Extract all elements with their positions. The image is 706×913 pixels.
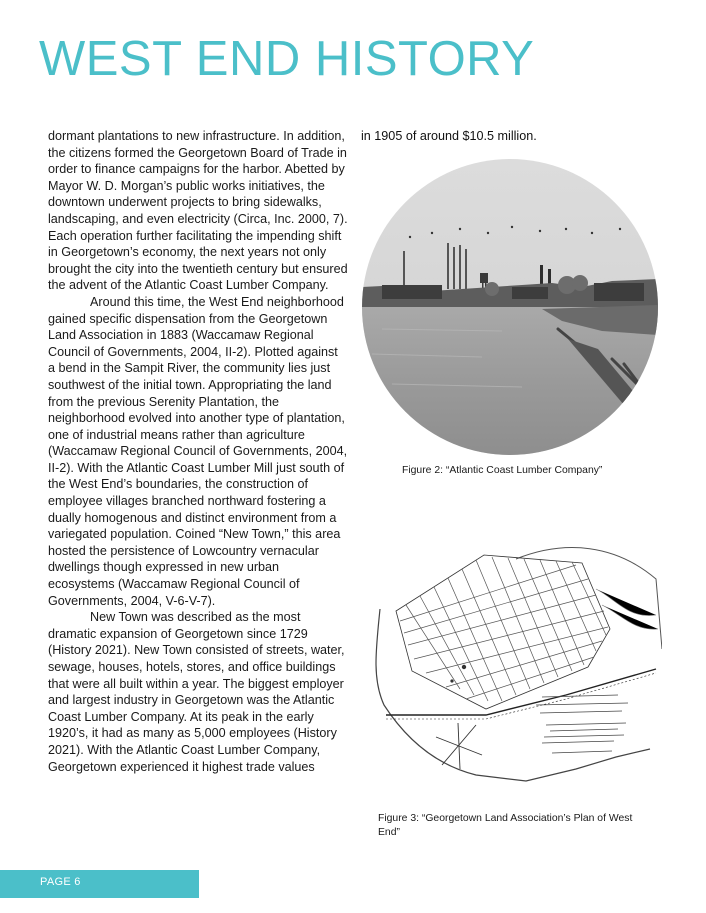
- west-end-plan-map: [366, 519, 662, 803]
- lumber-company-photo-graphic: [362, 159, 658, 455]
- paragraph-3: New Town was described as the most dramatic expansion of Georgetown since 1729 (History 2021). New Town consisted of streets, water, sewage, houses, hotels, stores, and office buildings that were all built within a year. The biggest employer and largest industry in Georgetown was the Atlantic Coast Lumber Company. At its peak in the early 1920’s, it had as many as 5,000 employees (History 2021). With the Atlantic Coast Lumber Company, Georgetown experienced it highest trade values: [48, 610, 345, 774]
- right-column-continuation: in 1905 of around $10.5 million.: [361, 129, 537, 143]
- paragraph-2: Around this time, the West End neighborhood gained specific dispensation from the Georgetown Land Association in 1883 (Waccamaw Regional Council of Governments, 2004, II-2). Plotted against a bend in the Sampit River, the community lies just southwest of the initial town. Appropriating the land from the previous Serenity Plantation, the neighborhood evolved into another type of plantation, one of industrial means rather than agriculture (Waccamaw Regional Council of Governments, 2004, II-2). With the Atlantic Coast Lumber Mill just south of the West End’s boundaries, the construction of employee villages branched northward fostering a dually homogenous and distinct environment from a variegated population. Coined “New Town,” this area hosted the persistence of Lowcountry vernacular dwellings though expressed in new urban ecosystems (Waccamaw Regional Council of Governments, 2004, V-6-V-7).: [48, 294, 348, 608]
- west-end-plan-map-graphic: [366, 519, 662, 803]
- page-footer-bar: [0, 870, 199, 898]
- left-text-column: [48, 128, 348, 775]
- figure-3-caption: Figure 3: “Georgetown Land Association’s Plan of West End”: [378, 813, 633, 838]
- page-number: PAGE 6: [40, 876, 81, 888]
- page-title: WEST END HISTORY: [39, 32, 535, 86]
- figure-2-caption: Figure 2: “Atlantic Coast Lumber Company”: [402, 465, 603, 476]
- lumber-company-photo: [362, 159, 658, 455]
- paragraph-1: dormant plantations to new infrastructure. In addition, the citizens formed the Georgetown Board of Trade in order to finance campaigns for the harbor. Abetted by Mayor W. D. Morgan’s public works initiatives, the downtown underwent projects to bring sidewalks, landscaping, and even electricity (Circa, Inc. 2000, 7). Each operation further facilitating the impending shift in Georgetown’s economy, the next years not only brought the city into the twentieth century but ensured the advent of the Atlantic Coast Lumber Company.: [48, 129, 348, 293]
